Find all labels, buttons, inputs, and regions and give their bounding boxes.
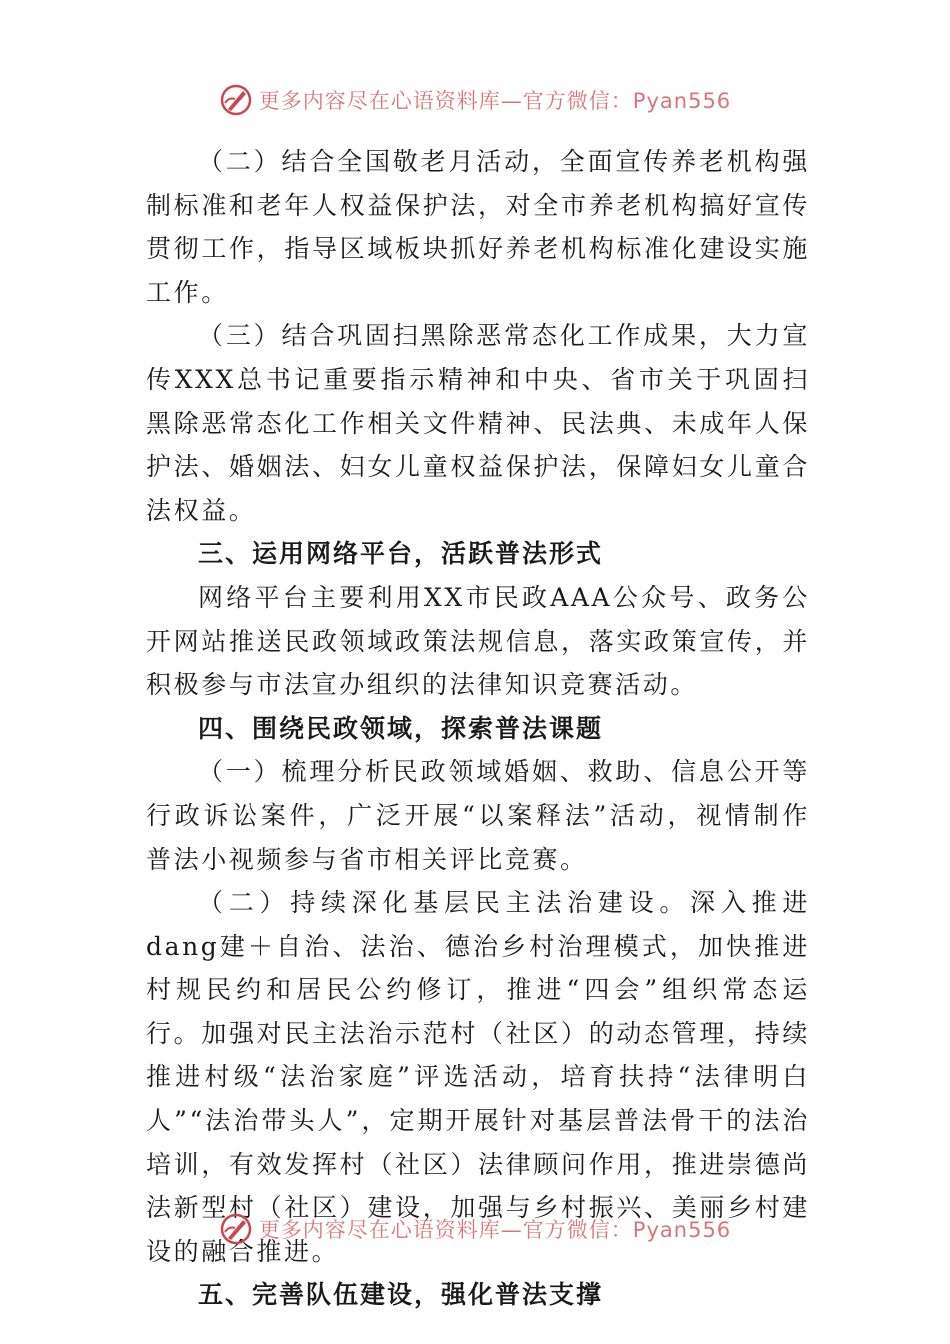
watermark-footer: [0, 1209, 950, 1249]
section-heading: 三、运用网络平台，活跃普法形式: [198, 539, 604, 569]
paragraph: （二）持续深化基层民主法治建设。深入推进dang建＋自治、法治、德治乡村治理模式，加快推进村规民约和居民公约修订，推进“四会”组织常态运行。加强对民主法治示范村（社区）的动态管理，持续推进村级“法治家庭”评选活动，培育扶持“法律明白人”“法治带头人”，定期开展针对基层普法骨干的法治培训，有效发挥村（社区）法律顾问作用，推进崇德尚法新型村（社区）建设，加强与乡村振兴、美丽乡村建设的融合推进。: [146, 888, 810, 1266]
paragraph: 网络平台主要利用XX市民政AAA公众号、政务公开网站推送民政领域政策法规信息，落实政策宣传，并积极参与市法宣办组织的法律知识竞赛活动。: [146, 582, 810, 700]
watermark-text: 更多内容尽在心语资料库—官方微信：Pyan556: [258, 1218, 732, 1242]
section-heading: 四、围绕民政领域，探索普法课题: [198, 713, 604, 743]
paragraph: （一）梳理分析民政领域婚姻、救助、信息公开等行政诉讼案件，广泛开展“以案释法”活动，视情制作普法小视频参与省市相关评比竞赛。: [146, 757, 810, 874]
watermark-header: [0, 80, 950, 120]
document-body: [146, 140, 810, 1317]
paragraph: （二）结合全国敬老月活动，全面宣传养老机构强制标准和老年人权益保护法，对全市养老机构搞好宣传贯彻工作，指导区域板块抓好养老机构标准化建设实施工作。: [146, 147, 810, 307]
quill-logo-icon: [219, 1212, 253, 1246]
paragraph: （三）结合巩固扫黑除恶常态化工作成果，大力宣传XXX总书记重要指示精神和中央、省市关于巩固扫黑除恶常态化工作相关文件精神、民法典、未成年人保护法、婚姻法、妇女儿童权益保护法，保障妇女儿童合法权益。: [146, 321, 810, 525]
watermark-text: 更多内容尽在心语资料库—官方微信：Pyan556: [258, 89, 732, 113]
section-heading: 五、完善队伍建设，强化普法支撑: [198, 1280, 604, 1310]
quill-logo-icon: [219, 83, 253, 117]
